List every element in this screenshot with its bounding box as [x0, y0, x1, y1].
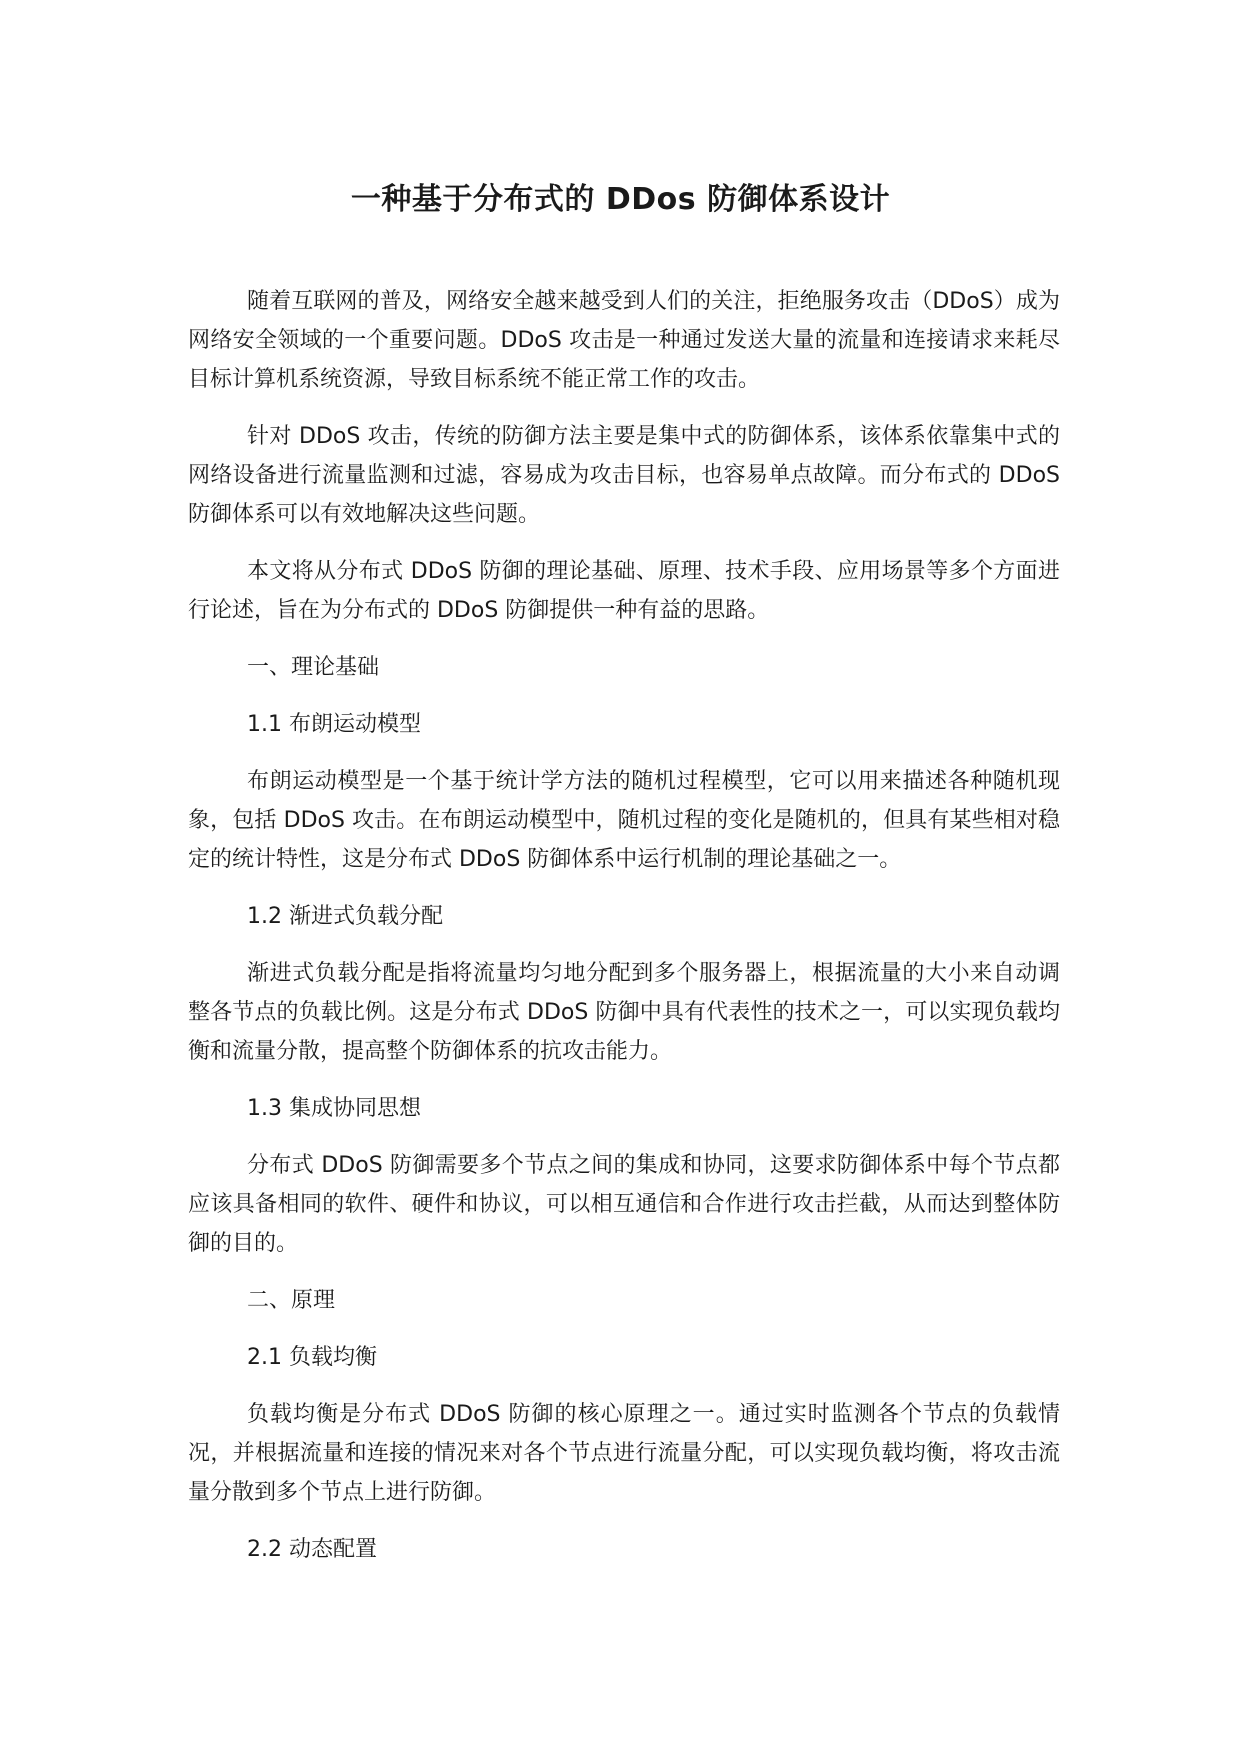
paragraph-1-1: 布朗运动模型是一个基于统计学方法的随机过程模型，它可以用来描述各种随机现象，包括 DDoS 攻击。在布朗运动模型中，随机过程的变化是随机的，但具有某些相对稳定的统计特性，这是分布式 DDoS 防御体系中运行机制的理论基础之一。 — [188, 769, 1060, 872]
intro-paragraph-1: 随着互联网的普及，网络安全越来越受到人们的关注，拒绝服务攻击（DDoS）成为网络安全领域的一个重要问题。DDoS 攻击是一种通过发送大量的流量和连接请求来耗尽目标计算机系统资源，导致目标系统不能正常工作的攻击。 — [188, 289, 1060, 392]
intro-paragraph-2: 针对 DDoS 攻击，传统的防御方法主要是集中式的防御体系，该体系依靠集中式的网络设备进行流量监测和过滤，容易成为攻击目标，也容易单点故障。而分布式的 DDoS 防御体系可以有效地解决这些问题。 — [188, 424, 1060, 527]
section-heading-1: 一、理论基础 — [247, 655, 380, 680]
subsection-heading-2-2: 2.2 动态配置 — [247, 1537, 377, 1562]
document-body — [188, 282, 1060, 1587]
subsection-heading-1-1: 1.1 布朗运动模型 — [247, 712, 421, 737]
paragraph-1-2: 渐进式负载分配是指将流量均匀地分配到多个服务器上，根据流量的大小来自动调整各节点的负载比例。这是分布式 DDoS 防御中具有代表性的技术之一，可以实现负载均衡和流量分散，提高整个防御体系的抗攻击能力。 — [188, 961, 1060, 1064]
paragraph-2-1: 负载均衡是分布式 DDoS 防御的核心原理之一。通过实时监测各个节点的负载情况，并根据流量和连接的情况来对各个节点进行流量分配，可以实现负载均衡，将攻击流量分散到多个节点上进行防御。 — [188, 1402, 1060, 1505]
section-heading-2: 二、原理 — [247, 1288, 336, 1313]
document-title: 一种基于分布式的 DDos 防御体系设计 — [350, 182, 891, 217]
subsection-heading-1-3: 1.3 集成协同思想 — [247, 1096, 421, 1121]
subsection-heading-2-1: 2.1 负载均衡 — [247, 1345, 377, 1370]
intro-paragraph-3: 本文将从分布式 DDoS 防御的理论基础、原理、技术手段、应用场景等多个方面进行论述，旨在为分布式的 DDoS 防御提供一种有益的思路。 — [188, 559, 1060, 623]
subsection-heading-1-2: 1.2 渐进式负载分配 — [247, 904, 443, 929]
paragraph-1-3: 分布式 DDoS 防御需要多个节点之间的集成和协同，这要求防御体系中每个节点都应该具备相同的软件、硬件和协议，可以相互通信和合作进行攻击拦截，从而达到整体防御的目的。 — [188, 1153, 1060, 1256]
